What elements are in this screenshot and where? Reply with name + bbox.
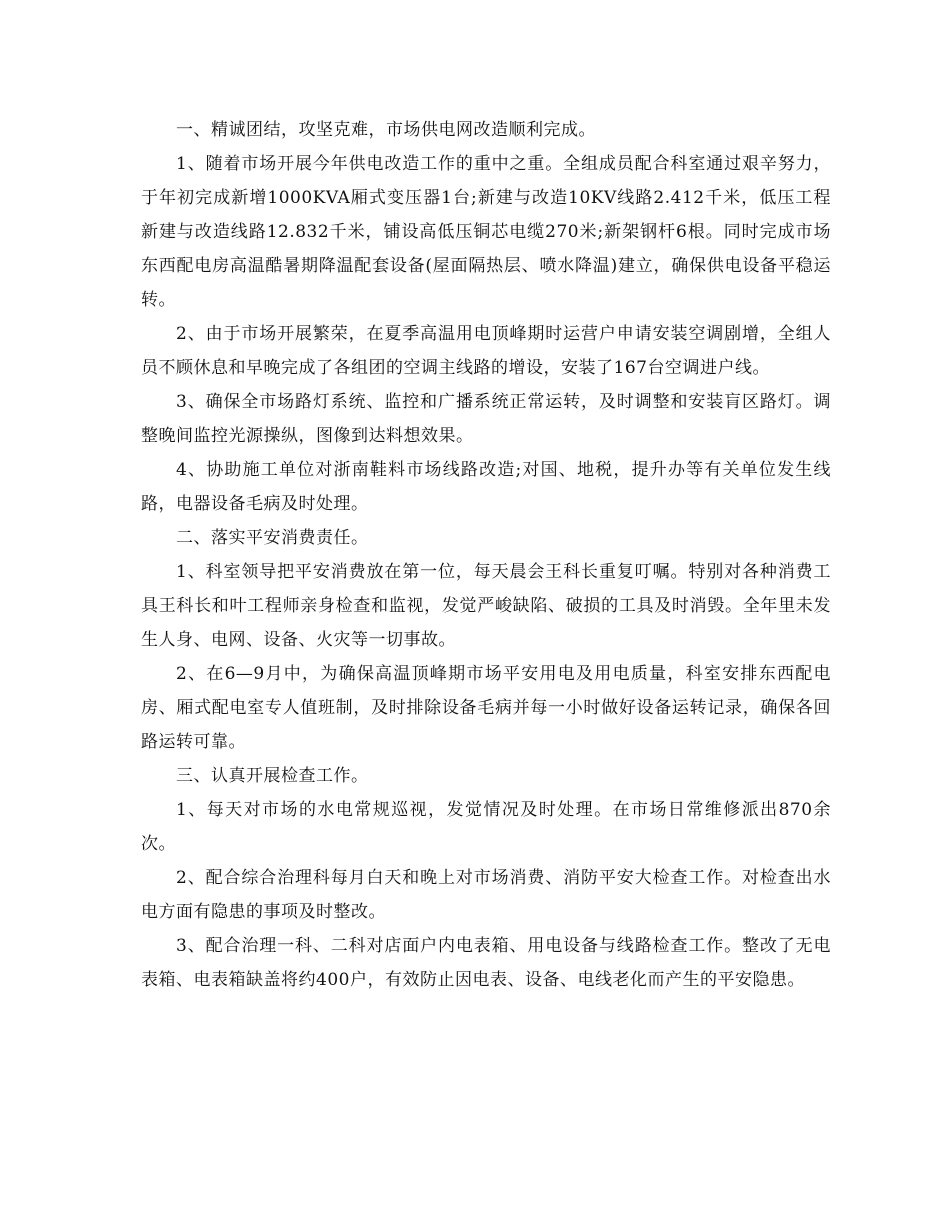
document-body	[141, 113, 831, 997]
paragraph: 2、由于市场开展繁荣，在夏季高温用电顶峰期时运营户申请安装空调剧增，全组人员不顾休息和早晚完成了各组团的空调主线路的增设，安装了167台空调进户线。	[141, 324, 831, 378]
section-heading-1: 一、精诚团结，攻坚克难，市场供电网改造顺利完成。	[176, 120, 596, 140]
paragraph: 3、配合治理一科、二科对店面户内电表箱、用电设备与线路检查工作。整改了无电表箱、电表箱缺盖将约400户，有效防止因电表、设备、电线老化而产生的平安隐患。	[141, 936, 831, 990]
paragraph: 1、每天对市场的水电常规巡视，发觉情况及时处理。在市场日常维修派出870余次。	[141, 800, 831, 854]
paragraph: 2、在6—9月中，为确保高温顶峰期市场平安用电及用电质量，科室安排东西配电房、厢式配电室专人值班制，及时排除设备毛病并每一小时做好设备运转记录，确保各回路运转可靠。	[141, 664, 831, 752]
paragraph: 2、配合综合治理科每月白天和晚上对市场消费、消防平安大检查工作。对检查出水电方面有隐患的事项及时整改。	[141, 868, 831, 922]
paragraph: 3、确保全市场路灯系统、监控和广播系统正常运转，及时调整和安装肓区路灯。调整晚间监控光源操纵，图像到达料想效果。	[141, 392, 831, 446]
paragraph: 1、随着市场开展今年供电改造工作的重中之重。全组成员配合科室通过艰辛努力，于年初完成新增1000KVA厢式变压器1台;新建与改造10KV线路2.412千米，低压工程新建与改造线路12.832千米，铺设高低压铜芯电缆270米;新架钢杆6根。同时完成市场东西配电房高温酷暑期降温配套设备(屋面隔热层、喷水降温)建立，确保供电设备平稳运转。	[141, 154, 831, 310]
paragraph: 1、科室领导把平安消费放在第一位，每天晨会王科长重复叮嘱。特别对各种消费工具王科长和叶工程师亲身检查和监视，发觉严峻缺陷、破损的工具及时消毁。全年里未发生人身、电网、设备、火灾等一切事故。	[141, 562, 831, 650]
paragraph: 4、协助施工单位对浙南鞋料市场线路改造;对国、地税，提升办等有关单位发生线路，电器设备毛病及时处理。	[141, 460, 831, 514]
section-heading-3: 三、认真开展检查工作。	[176, 766, 369, 786]
section-heading-2: 二、落实平安消费责任。	[176, 528, 369, 548]
